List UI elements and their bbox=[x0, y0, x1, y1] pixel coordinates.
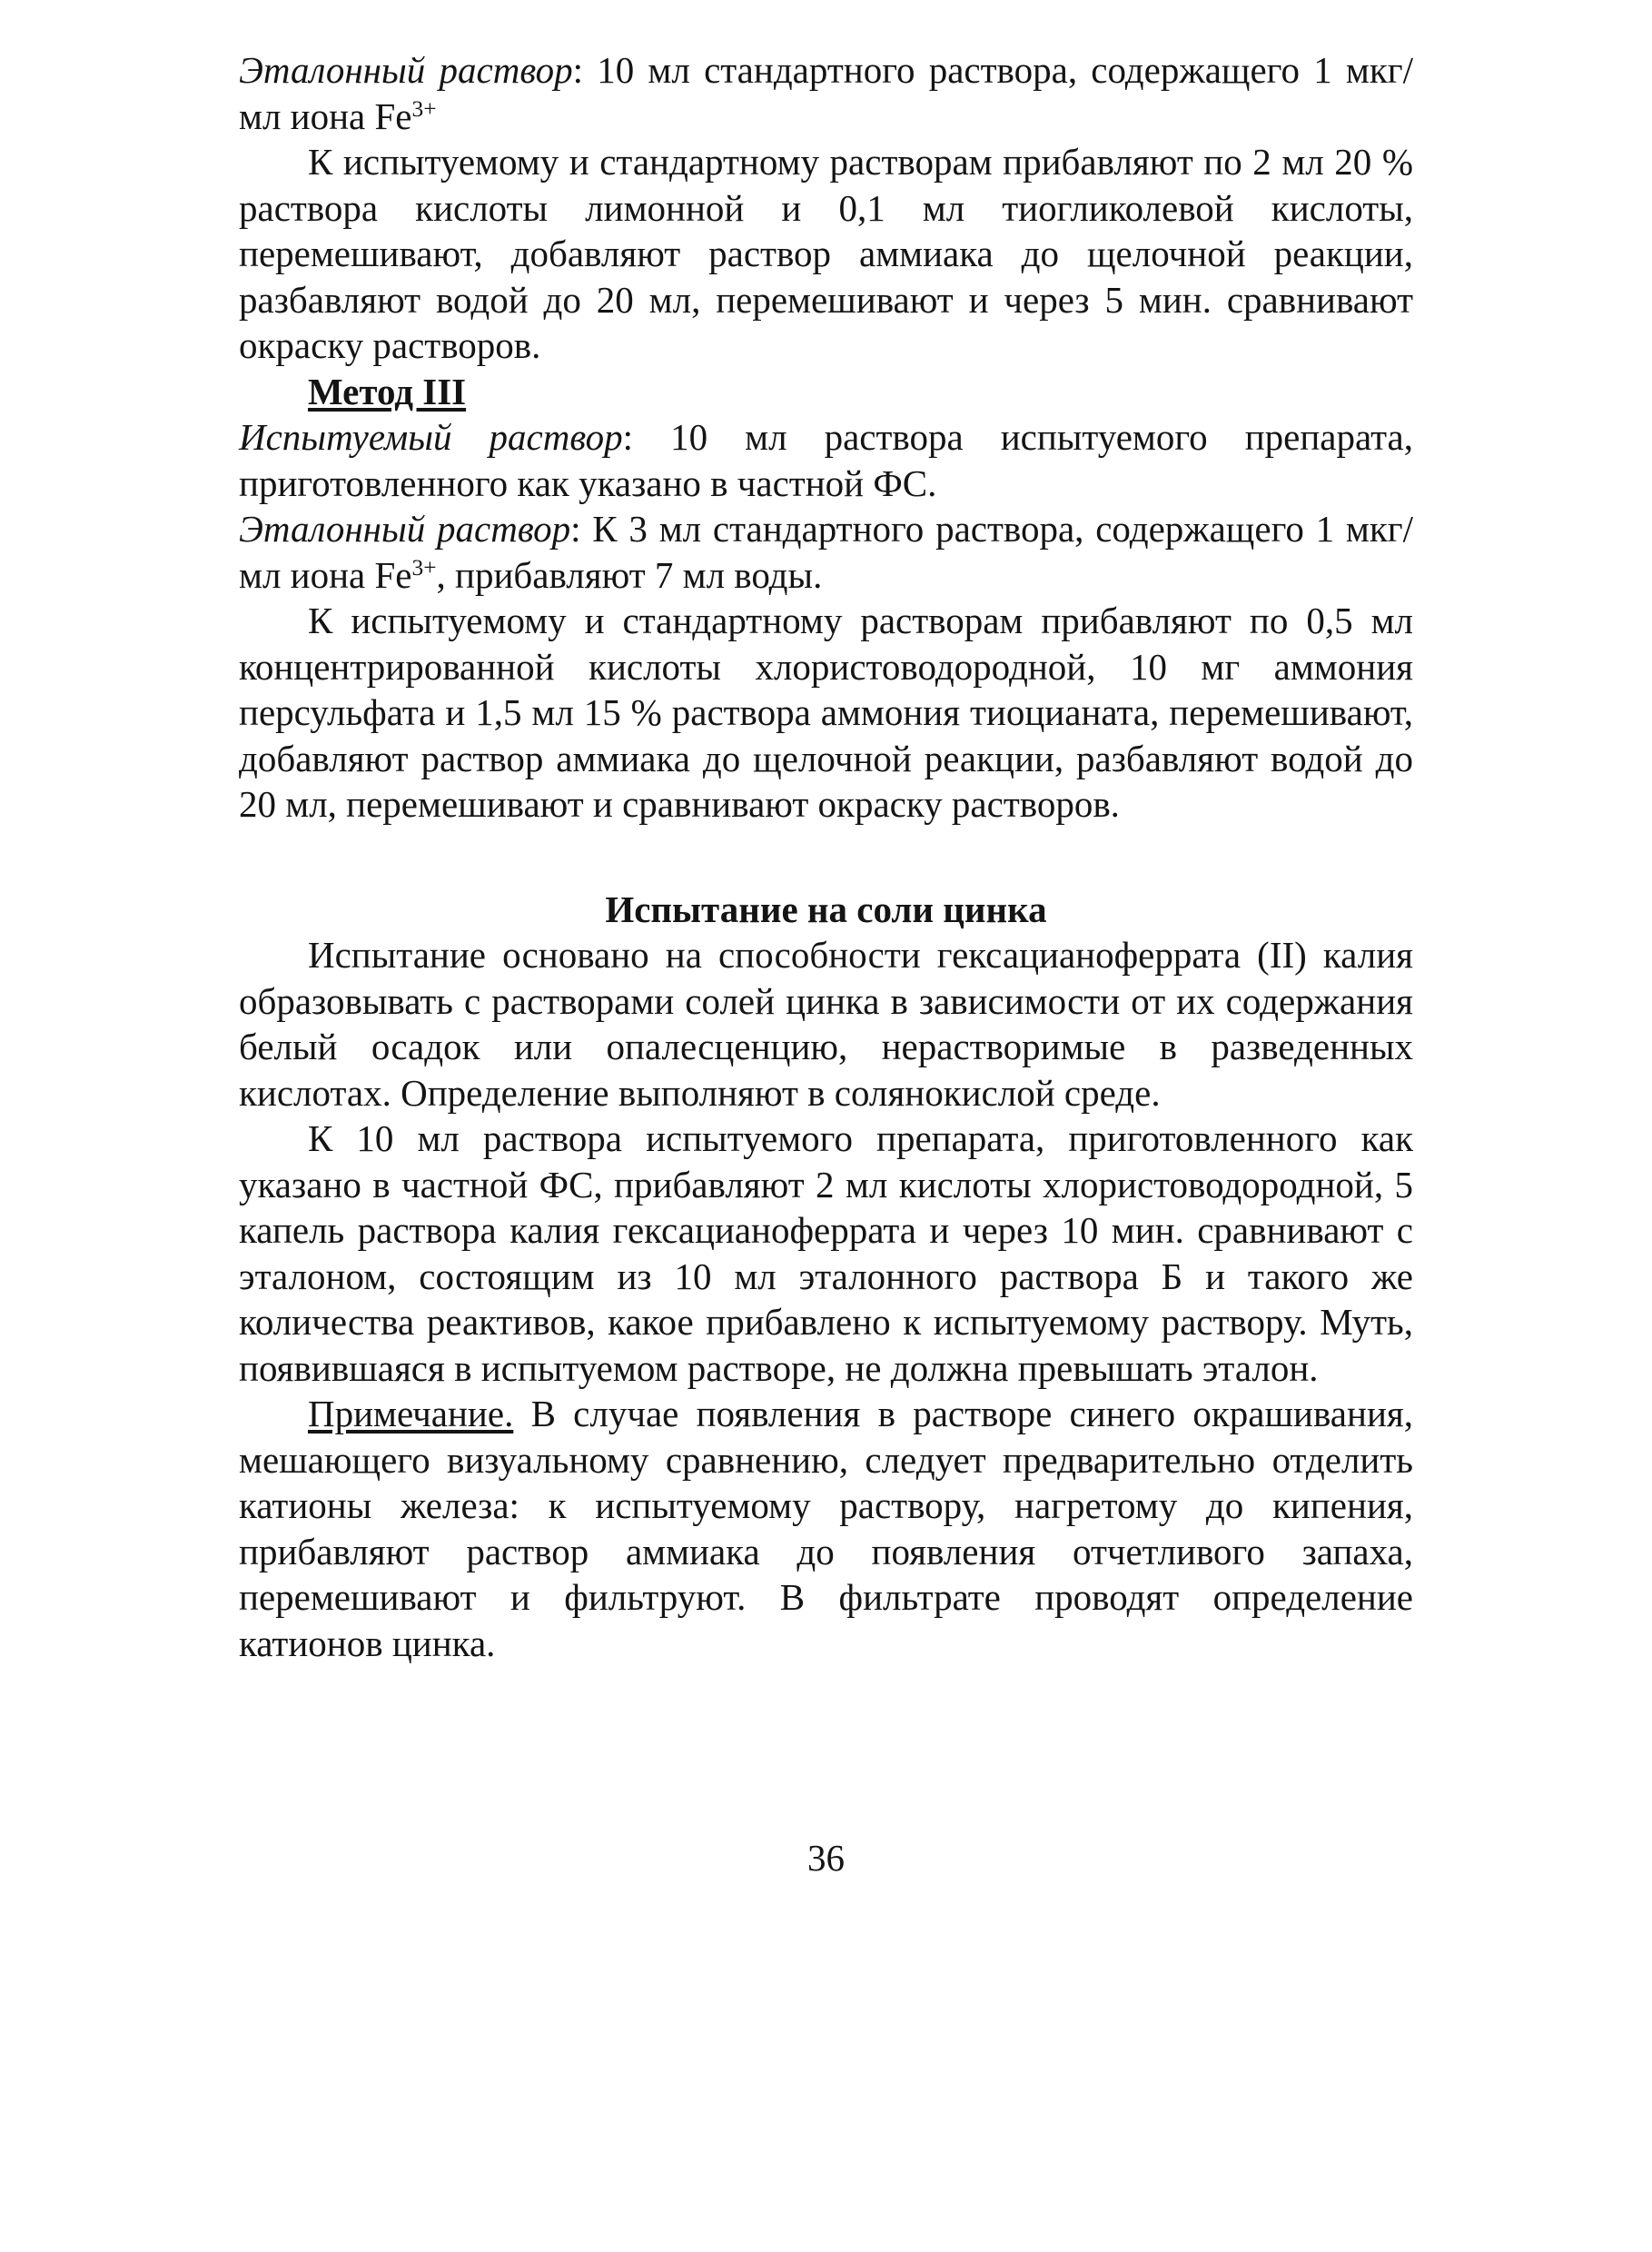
method3-title: Метод III bbox=[308, 370, 467, 412]
page-number: 36 bbox=[807, 1837, 845, 1879]
zinc-note-label: Примечание. bbox=[308, 1393, 514, 1434]
method3-test-solution bbox=[239, 414, 1413, 506]
method2-reference-sup: 3+ bbox=[411, 95, 437, 122]
method3-test-label: Испытуемый раствор bbox=[239, 416, 623, 458]
method3-reference-text-end: , прибавляют 7 мл воды. bbox=[436, 553, 823, 596]
zinc-note-text: В случае появления в растворе синего окрашивания, мешающего визуальному сравнению, следует предварительно отделить катионы железа: к испытуемому раствору, нагретому до кипения, прибавляют раствор аммиака до появления отчетливого запаха, перемешивают и фильтруют. В фильтрате проводят определение катионов цинка. bbox=[239, 1393, 1413, 1664]
zinc-note bbox=[239, 1391, 1413, 1666]
method3-reference-sup: 3+ bbox=[411, 554, 437, 580]
method2-reference-label: Эталонный раствор bbox=[239, 49, 573, 91]
method3-reference-solution bbox=[239, 506, 1413, 598]
zinc-intro: Испытание основано на способности гексацианоферрата (II) калия образовывать с растворами солей цинка в зависимости от их содержания белый осадок или опалесценцию, нерастворимые в разведенных кислотах. Определение выполняют в солянокислой среде. bbox=[239, 934, 1413, 1114]
method3-test-text: : 10 мл раствора испытуемого препарата, приготовленного как указано в частной ФС. bbox=[239, 416, 1413, 504]
method3-procedure: К испытуемому и стандартному растворам прибавляют по 0,5 мл концентрированной кислоты хлористоводородной, 10 мг аммония персульфата и 1,5 мл 15 % раствора аммония тиоцианата, перемешивают, добавляют раствор аммиака до щелочной реакции, разбавляют водой до 20 мл, перемешивают и сравнивают окраску растворов. bbox=[239, 600, 1413, 825]
method2-reference-solution bbox=[239, 47, 1413, 139]
method2-reference-text: : 10 мл стандартного раствора, содержащего 1 мкг/мл иона Fe bbox=[239, 49, 1413, 137]
zinc-procedure: К 10 мл раствора испытуемого препарата, приготовленного как указано в частной ФС, прибавляют 2 мл кислоты хлористоводородной, 5 капель раствора калия гексацианоферрата и через 10 мин. сравнивают с эталоном, состоящим из 10 мл эталонного раствора Б и такого же количества реактивов, какое прибавлено к испытуемому раствору. Муть, появившаяся в испытуемом растворе, не должна превышать эталон. bbox=[239, 1117, 1413, 1389]
zinc-section-title: Испытание на соли цинка bbox=[605, 888, 1047, 930]
method3-reference-label: Эталонный раствор bbox=[239, 508, 571, 550]
method2-procedure: К испытуемому и стандартному растворам прибавляют по 2 мл 20 % раствора кислоты лимонной и 0,1 мл тиогликолевой кислоты, перемешивают, добавляют раствор аммиака до щелочной реакции, разбавляют водой до 20 мл, перемешивают и через 5 мин. сравнивают окраску растворов. bbox=[239, 141, 1413, 366]
method3-reference-text: : К 3 мл стандартного раствора, содержащего 1 мкг/мл иона Fe bbox=[239, 508, 1413, 596]
page-body bbox=[239, 47, 1413, 1666]
